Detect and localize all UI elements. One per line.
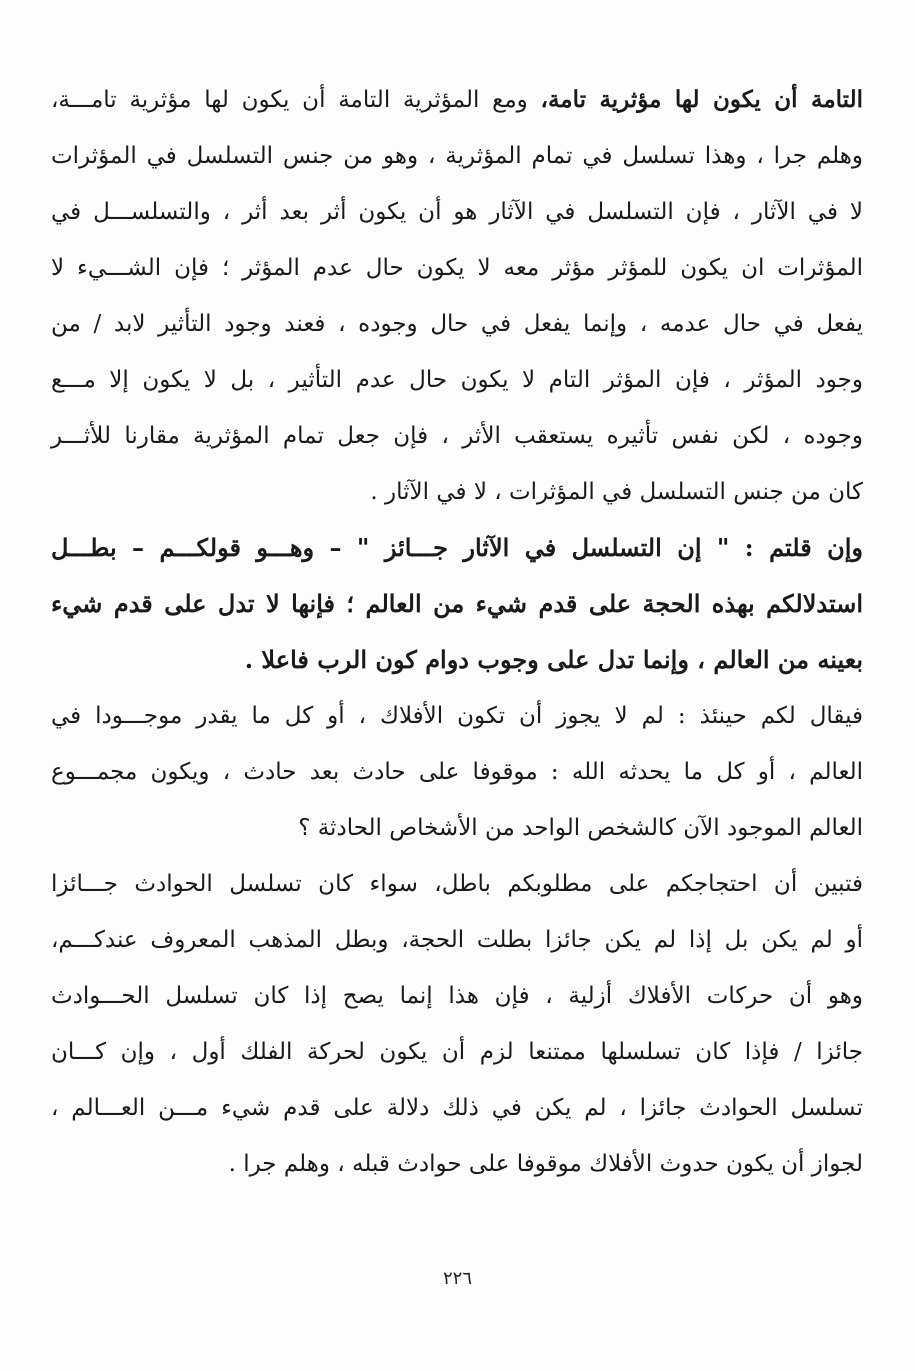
page-body xyxy=(51,72,863,1192)
text-line-19: تسلسل الحوادث جائزا ، لم يكن في ذلك دلالة على قدم شيء مـــن العـــالم ، xyxy=(51,1095,863,1121)
text-line-10: استدلالكم بهذه الحجة على قدم شيء من العالم ؛ فإنها لا تدل على قدم شيء xyxy=(51,589,863,618)
text-line-5: يفعل في حال عدمه ، وإنما يفعل في حال وجوده ، فعند وجود التأثير لابد / من xyxy=(51,311,863,337)
line-remainder: ومع المؤثرية التامة أن يكون لها مؤثرية تامـــة، xyxy=(51,87,541,113)
text-line-4: المؤثرات ان يكون للمؤثر مؤثر معه لا يكون حال عدم المؤثر ؛ فإن الشـــيء لا xyxy=(51,255,863,281)
text-line-18: جائزا / فإذا كان تسلسلها ممتنعا لزم أن يكون لحركة الفلك أول ، وإن كـــان xyxy=(51,1039,863,1065)
text-line-12: فيقال لكم حينئذ : لم لا يجوز أن تكون الأفلاك ، أو كل ما يقدر موجـــودا في xyxy=(51,703,863,729)
text-line-17: وهو أن حركات الأفلاك أزلية ، فإن هذا إنما يصح إذا كان تسلسل الحـــوادث xyxy=(51,983,863,1009)
text-line-2: وهلم جرا ، وهذا تسلسل في تمام المؤثرية ، وهو من جنس التسلسل في المؤثرات xyxy=(51,143,863,169)
text-line-20: لجواز أن يكون حدوث الأفلاك موقوفا على حوادث قبله ، وهلم جرا . xyxy=(228,1151,863,1177)
text-line-7: وجوده ، لكن نفس تأثيره يستعقب الأثر ، فإن جعل تمام المؤثرية مقارنا للأثـــر xyxy=(51,423,863,449)
text-line-6: وجود المؤثر ، فإن المؤثر التام لا يكون حال عدم التأثير ، بل لا يكون إلا مـــع xyxy=(51,367,863,393)
text-line-14: العالم الموجود الآن كالشخص الواحد من الأشخاص الحادثة ؟ xyxy=(298,815,863,841)
text-line-13: العالم ، أو كل ما يحدثه الله : موقوفا على حادث بعد حادث ، ويكون مجمـــوع xyxy=(51,759,863,785)
page-number: ٢٢٦ xyxy=(442,1268,472,1289)
text-line-1 xyxy=(51,72,863,128)
text-line-11: بعينه من العالم ، وإنما تدل على وجوب دوام كون الرب فاعلا . xyxy=(244,645,863,674)
text-line-16: أو لم يكن بل إذا لم يكن جائزا بطلت الحجة، وبطل المذهب المعروف عندكـــم، xyxy=(51,927,863,953)
text-line-15: فتبين أن احتجاجكم على مطلوبكم باطل، سواء كان تسلسل الحوادث جـــائزا xyxy=(51,871,863,897)
text-line-8: كان من جنس التسلسل في المؤثرات ، لا في الآثار . xyxy=(370,479,863,505)
text-line-3: لا في الآثار ، فإن التسلسل في الآثار هو أن يكون أثر بعد أثر ، والتسلســـل في xyxy=(51,199,863,225)
bold-phrase: التامة أن يكون لها مؤثرية تامة، xyxy=(540,86,863,113)
text-line-9: وإن قلتم : " إن التسلسل في الآثار جـــائز " – وهـــو قولكـــم – بطـــل xyxy=(51,533,863,562)
